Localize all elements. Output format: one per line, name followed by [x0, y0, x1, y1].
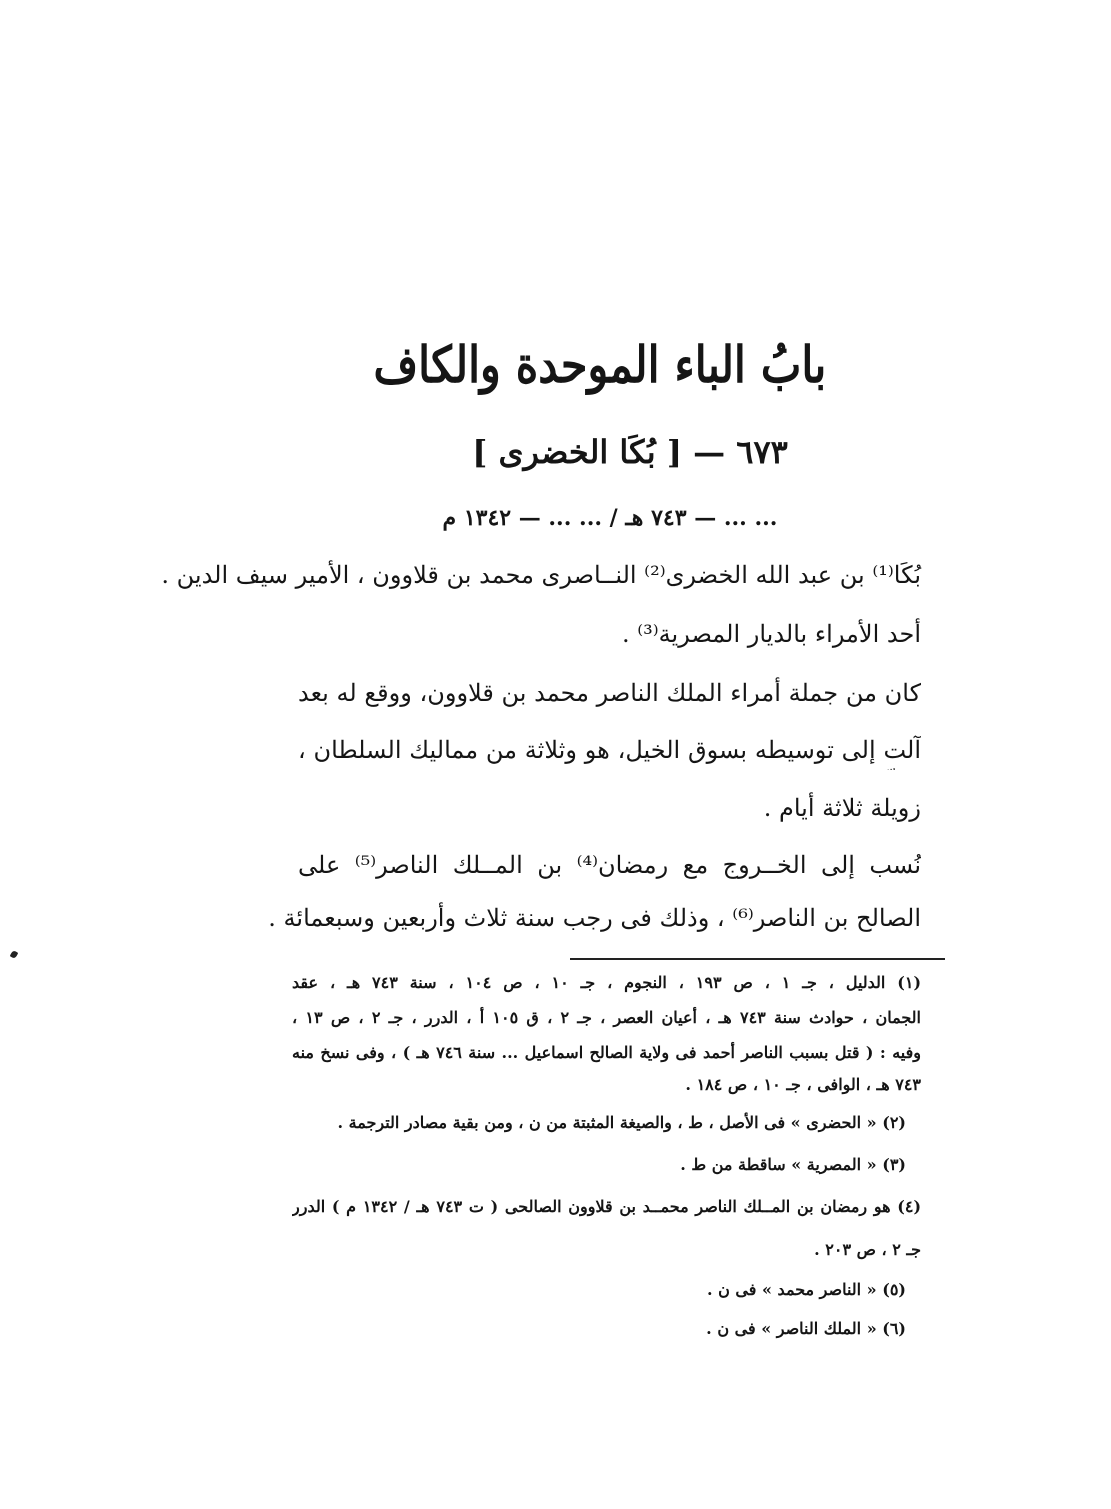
footnote-4-line-1: (٤) هو رمضان بن المــلك الناصر محمــد بن قلاوون الصالحى ( ت ٧٤٣ هـ / ١٣٤٢ م ) الدرر	[292, 1197, 921, 1216]
body-line-3: كان من جملة أمراء الملك الناصر محمد بن قلاوون، ووقع له بعد	[298, 679, 921, 707]
ink-speck	[10, 950, 19, 959]
body-line-6: نُسب إلى الخــروج مع رمضان⁽⁴⁾ بن المــلك الناصر⁽⁵⁾ على	[298, 851, 921, 879]
footnote-1-line-4: ٧٤٣ هـ ، الوافى ، جـ ١٠ ، ص ١٨٤ .	[685, 1075, 921, 1094]
footnote-separator	[570, 958, 945, 960]
footnote-5: (٥) « الناصر محمد » فى ن .	[706, 1280, 906, 1299]
footnote-6: (٦) « الملك الناصر » فى ن .	[706, 1319, 906, 1338]
entry-dates: ... ... — ٧٤٣ هـ / ... ... — ١٣٤٢ م	[442, 505, 778, 531]
body-line-4: آلت إلى توسيطه بسوق الخيل، هو وثلاثة من مماليك السلطان ،	[298, 736, 921, 764]
footnote-1-line-2: الجمان ، حوادث سنة ٧٤٣ هـ ، أعيان العصر ، جـ ٢ ، ق ١٠٥ أ ، الدرر ، جـ ٢ ، ص ١٣ ،	[292, 1008, 921, 1027]
chapter-title: بابُ الباء الموحدة والكاف	[373, 335, 827, 394]
footnote-2: (٢) « الحضرى » فى الأصل ، ط ، والصيغة المثبتة من ن ، ومن بقية مصادر الترجمة .	[337, 1113, 906, 1132]
footnote-3: (٣) « المصرية » ساقطة من ط .	[680, 1155, 906, 1174]
body-line-1: بُكَا⁽¹⁾ بن عبد الله الخضرى⁽²⁾ النــاصرى محمد بن قلاوون ، الأمير سيف الدين .	[161, 561, 921, 589]
footnote-1-line-3: وفيه : ( قتل بسبب الناصر أحمد فى ولاية الصالح اسماعيل ... سنة ٧٤٦ هـ ) ، وفى نسخ منه	[292, 1043, 921, 1062]
body-line-7: الصالح بن الناصر⁽⁶⁾ ، وذلك فى رجب سنة ثلاث وأربعين وسبعمائة .	[268, 904, 921, 932]
footnote-4-line-2: جـ ٢ ، ص ٢٠٣ .	[814, 1240, 921, 1259]
body-line-2: أحد الأمراء بالديار المصرية⁽³⁾ .	[621, 620, 921, 648]
body-line-5: زويلة ثلاثة أيام .	[763, 794, 921, 822]
footnote-1-line-1: (١) الدليل ، جـ ١ ، ص ١٩٣ ، النجوم ، جـ ١٠ ، ص ١٠٤ ، سنة ٧٤٣ هـ ، عقد	[292, 973, 921, 992]
entry-heading: ٦٧٣ — [ بُكَا الخضرى ]	[472, 433, 788, 471]
